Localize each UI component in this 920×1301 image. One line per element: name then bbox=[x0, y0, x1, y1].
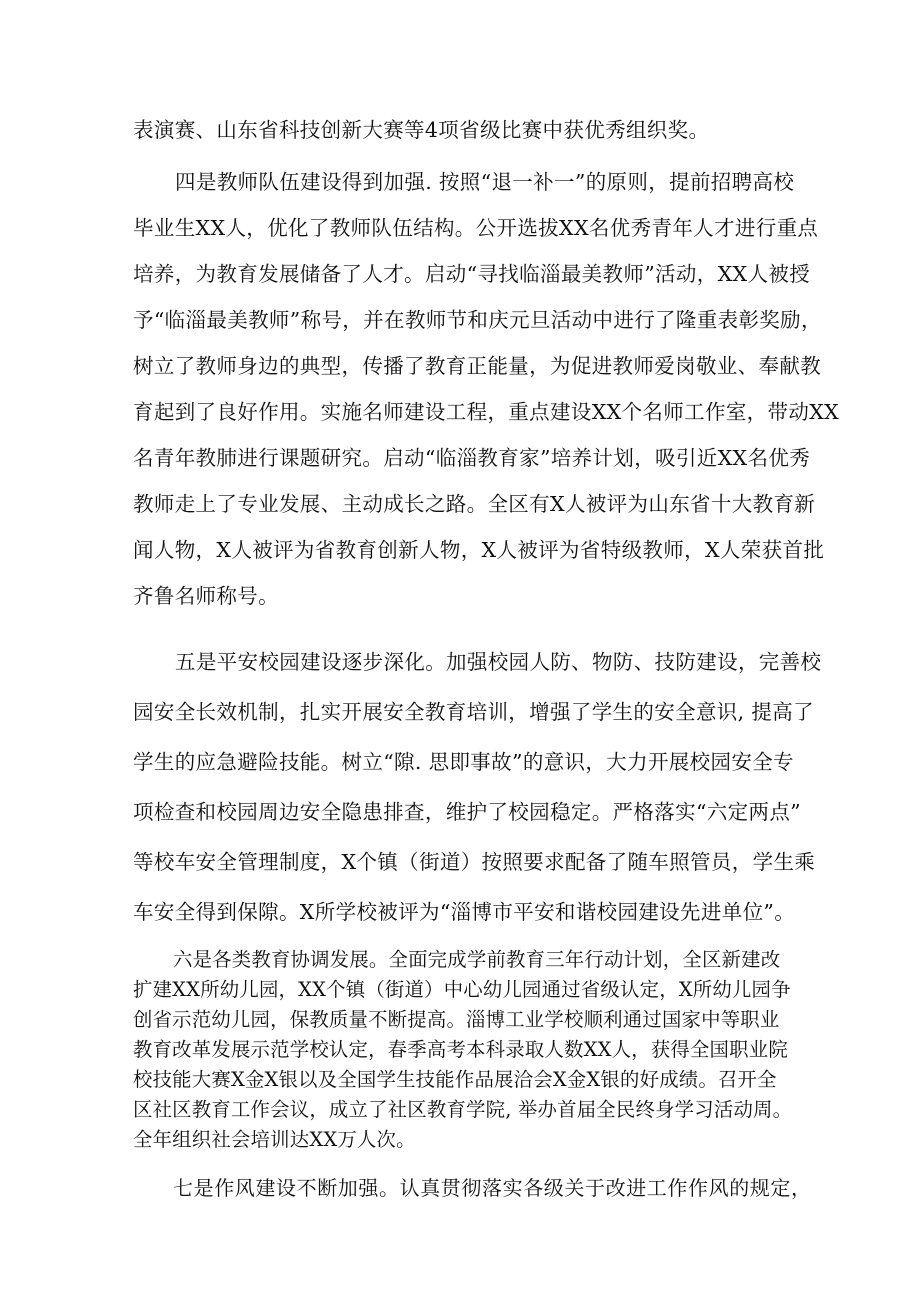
text-line: 树立了教师身边的典型，传播了教育正能量，为促进教师爱岗敬业、奉献教 bbox=[133, 354, 822, 378]
text-line: 予“临淄最美教师”称号，并在教师节和庆元旦活动中进行了隆重表彰奖励， bbox=[133, 308, 822, 332]
text-line: 齐鲁名师称号。 bbox=[133, 584, 279, 608]
text-line: 五是平安校园建设逐步深化。加强校园人防、物防、技防建设，完善校 bbox=[175, 650, 822, 674]
text-line: 校技能大赛X金X银以及全国学生技能作品展洽会X金X银的好成绩。召开全 bbox=[133, 1068, 777, 1091]
text-line: 创省示范幼儿园，保教质量不断提高。淄博工业学校顺利通过国家中等职业 bbox=[133, 1008, 780, 1031]
text-line: 等校车安全管理制度，X个镇（街道）按照要求配备了随车照管员，学生乘 bbox=[133, 850, 816, 874]
text-line: 七是作风建设不断加强。认真贯彻落实各级关于改进工作作风的规定， bbox=[173, 1176, 812, 1200]
text-line: 培养，为教育发展储备了人才。启动“寻找临淄最美教师”活动，XX人被授 bbox=[133, 262, 811, 286]
text-line: 表演赛、山东省科技创新大赛等4项省级比赛中获优秀组织奖。 bbox=[133, 118, 710, 142]
text-line: 闻人物，X人被评为省教育创新人物，X人被评为省特级教师，X人荣获首批 bbox=[133, 538, 825, 562]
text-line: 教师走上了专业发展、主动成长之路。全区有X人被评为山东省十大教育新 bbox=[133, 492, 816, 516]
text-line: 学生的应急避险技能。树立“隙. 思即事故”的意识，大力开展校园安全专 bbox=[133, 750, 794, 774]
text-line: 四是教师队伍建设得到加强. 按照“退一补一”的原则，提前招聘高校 bbox=[175, 170, 795, 194]
text-line: 教育改革发展示范学校认定，春季高考本科录取人数XX人，获得全国职业院 bbox=[133, 1038, 788, 1061]
text-line: 全年组织社会培训达XX万人次。 bbox=[133, 1128, 416, 1151]
text-line: 育起到了良好作用。实施名师建设工程，重点建设XX个名师工作室，带动XX bbox=[133, 400, 840, 424]
text-line: 六是各类教育协调发展。全面完成学前教育三年行动计划，全区新建改 bbox=[173, 948, 781, 971]
text-line: 名青年教肺进行课题研究。启动“临淄教育家”培养计划，吸引近XX名优秀 bbox=[133, 446, 811, 470]
text-line: 区社区教育工作会议，成立了社区教育学院, 举办首届全民终身学习活动周。 bbox=[133, 1098, 793, 1121]
text-line: 车安全得到保隙。X所学校被评为“淄博市平安和谐校园建设先进单位”。 bbox=[133, 900, 796, 924]
text-line: 扩建XX所幼儿园，XX个镇（街道）中心幼儿园通过省级认定，X所幼儿园争 bbox=[133, 978, 791, 1001]
text-line: 项检查和校园周边安全隐患排查，维护了校园稳定。严格落实“六定两点” bbox=[133, 800, 802, 824]
text-line: 毕业生XX人，优化了教师队伍结构。公开选拔XX名优秀青年人才进行重点 bbox=[133, 216, 819, 240]
text-line: 园安全长效机制，扎实开展安全教育培训，增强了学生的安全意识, 提高了 bbox=[133, 700, 814, 724]
